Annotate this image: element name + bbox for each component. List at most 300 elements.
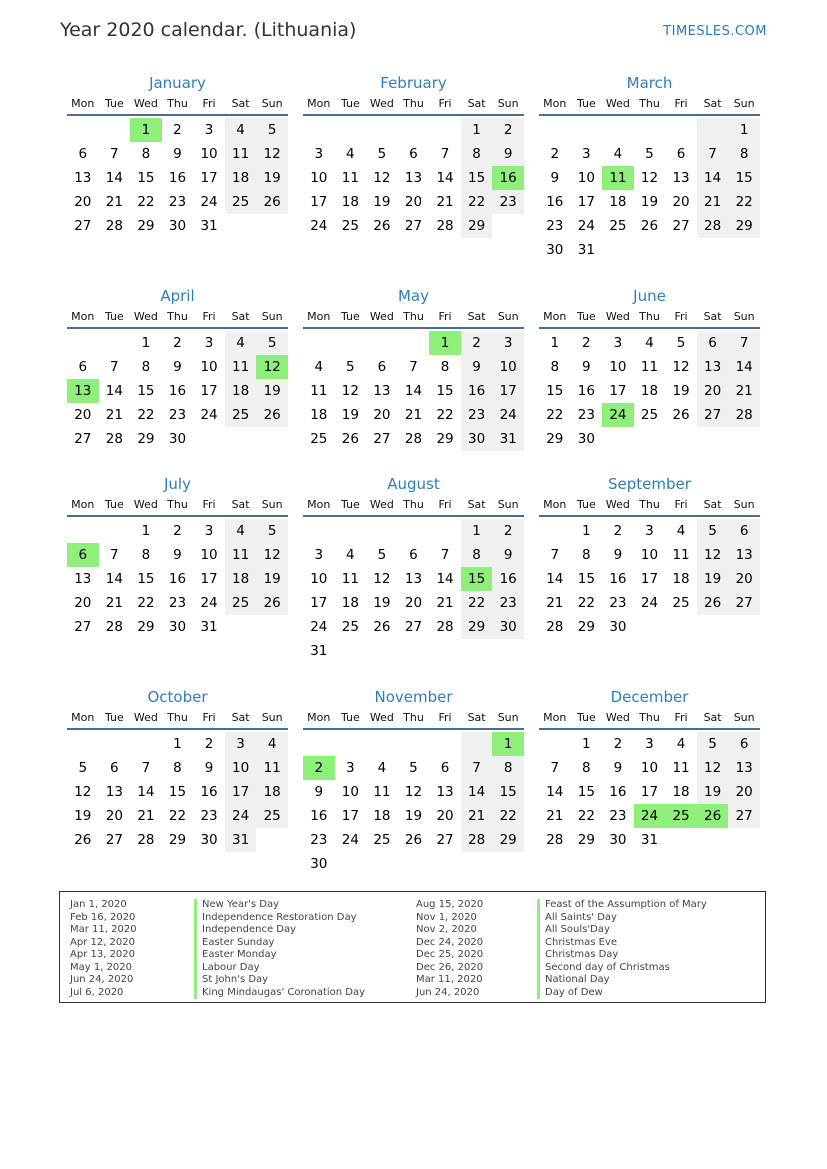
day-cell: 14	[436, 170, 454, 186]
day-cell: 9	[173, 146, 182, 162]
day-cell: 15	[728, 166, 760, 190]
day-cell: 1	[461, 118, 493, 142]
legend-date: May 1, 2020	[70, 961, 133, 973]
empty-cell	[335, 732, 367, 756]
empty-cell	[634, 118, 666, 142]
day-cell: 18	[256, 780, 288, 804]
weekday-label: Mon	[543, 498, 567, 511]
day-cell: 12	[256, 142, 288, 166]
day-cell: 14	[461, 780, 493, 804]
weekday-label: Fri	[438, 711, 452, 724]
day-cell: 4	[225, 118, 257, 142]
day-cell: 5	[409, 760, 418, 776]
day-cell: 8	[582, 547, 591, 563]
day-cell: 1	[550, 335, 560, 351]
day-cell: 5	[256, 519, 288, 543]
day-cell: 13	[697, 355, 729, 379]
day-cell: 6	[377, 359, 387, 375]
empty-cell	[67, 118, 99, 142]
day-cell: 13	[728, 543, 760, 567]
day-cell: 12	[373, 571, 391, 587]
weekday-label: Sun	[261, 498, 283, 511]
day-grid	[67, 118, 288, 238]
day-cell: 18	[640, 383, 659, 399]
day-cell: 19	[697, 567, 729, 591]
day-cell: 13	[436, 784, 454, 800]
day-cell: 22	[728, 190, 760, 214]
day-cell: 6	[409, 146, 418, 162]
weekday-label: Fri	[674, 310, 688, 323]
day-cell: 2	[613, 523, 623, 539]
weekday-label: Sun	[733, 97, 755, 110]
empty-cell	[99, 732, 131, 756]
empty-cell	[429, 118, 461, 142]
day-cell: 23	[168, 595, 187, 611]
weekday-label: Sun	[497, 310, 519, 323]
day-cell: 1	[728, 118, 760, 142]
holiday-day-cell: 6	[67, 543, 99, 567]
day-cell: 5	[377, 547, 387, 563]
day-cell: 28	[105, 431, 123, 447]
weekday-header	[303, 307, 524, 329]
day-cell: 20	[404, 194, 423, 210]
day-cell: 4	[314, 359, 324, 375]
day-cell: 15	[137, 571, 155, 587]
day-cell: 29	[461, 615, 493, 639]
day-cell: 16	[310, 808, 328, 824]
day-cell: 30	[168, 619, 187, 635]
legend-date: Mar 11, 2020	[70, 924, 137, 935]
day-cell: 30	[577, 431, 595, 447]
day-cell: 2	[173, 523, 182, 539]
day-cell: 29	[546, 431, 564, 447]
day-cell: 5	[697, 732, 729, 756]
day-cell: 10	[310, 571, 328, 587]
weekday-label: Thu	[403, 310, 424, 323]
holiday-day-cell: 24	[634, 804, 666, 828]
day-cell: 4	[377, 760, 387, 776]
month-title: April	[160, 287, 195, 305]
holiday-day-cell: 1	[429, 331, 461, 355]
day-cell: 3	[225, 732, 257, 756]
day-cell: 12	[256, 543, 288, 567]
day-cell: 11	[373, 784, 391, 800]
day-cell: 13	[404, 571, 423, 587]
day-cell: 26	[373, 619, 391, 635]
day-cell: 12	[373, 170, 391, 186]
weekday-label: Sun	[261, 711, 283, 724]
day-cell: 27	[728, 804, 760, 828]
weekday-label: Thu	[639, 97, 660, 110]
day-cell: 24	[200, 595, 218, 611]
day-cell: 4	[645, 335, 654, 351]
empty-cell	[335, 331, 367, 355]
day-cell: 21	[546, 595, 564, 611]
weekday-label: Mon	[71, 498, 95, 511]
day-cell: 31	[577, 242, 595, 258]
day-cell: 5	[78, 760, 88, 776]
day-cell: 25	[373, 832, 391, 848]
day-cell: 16	[609, 784, 627, 800]
day-cell: 21	[546, 808, 564, 824]
weekday-label: Thu	[639, 310, 660, 323]
day-cell: 23	[609, 808, 627, 824]
empty-cell	[303, 118, 335, 142]
empty-cell	[539, 519, 571, 543]
day-cell: 26	[256, 190, 288, 214]
weekday-label: Sat	[703, 711, 722, 724]
day-cell: 1	[461, 519, 493, 543]
legend-holiday-name: Independence Day	[194, 924, 365, 937]
weekday-label: Fri	[202, 498, 216, 511]
day-cell: 30	[492, 615, 524, 639]
weekday-label: Mon	[71, 97, 95, 110]
legend-holiday-name: Easter Monday	[194, 949, 365, 962]
day-cell: 28	[105, 619, 123, 635]
day-cell: 7	[461, 756, 493, 780]
legend-date: Jun 24, 2020	[416, 986, 480, 998]
weekday-label: Sun	[497, 711, 519, 724]
day-cell: 7	[728, 331, 760, 355]
day-cell: 20	[404, 595, 423, 611]
empty-cell	[571, 118, 603, 142]
day-cell: 22	[137, 194, 155, 210]
day-cell: 22	[168, 808, 187, 824]
weekday-label: Wed	[605, 498, 630, 511]
day-cell: 19	[672, 383, 690, 399]
day-cell: 10	[640, 760, 659, 776]
day-cell: 12	[404, 784, 423, 800]
weekday-label: Mon	[543, 310, 567, 323]
day-cell: 22	[137, 595, 155, 611]
day-cell: 6	[409, 547, 418, 563]
weekday-header	[67, 307, 288, 329]
month-december	[539, 686, 760, 852]
weekday-label: Wed	[369, 498, 394, 511]
day-cell: 6	[78, 359, 88, 375]
day-cell: 20	[728, 567, 760, 591]
day-cell: 28	[436, 619, 454, 635]
day-cell: 16	[168, 170, 187, 186]
day-cell: 17	[225, 780, 257, 804]
holiday-day-cell: 11	[602, 166, 634, 190]
day-cell: 13	[74, 571, 92, 587]
day-cell: 10	[310, 170, 328, 186]
day-cell: 30	[609, 832, 627, 848]
day-cell: 8	[582, 760, 591, 776]
day-cell: 31	[225, 828, 257, 852]
day-cell: 30	[200, 832, 218, 848]
legend-date: Apr 12, 2020	[70, 936, 136, 948]
day-cell: 30	[310, 856, 328, 872]
day-cell: 12	[74, 784, 92, 800]
day-cell: 6	[676, 146, 686, 162]
legend-holiday-name: Independence Restoration Day	[194, 912, 365, 925]
holiday-day-cell: 12	[256, 355, 288, 379]
empty-cell	[366, 732, 398, 756]
day-cell: 7	[409, 359, 418, 375]
weekday-label: Mon	[307, 310, 331, 323]
day-cell: 25	[310, 431, 328, 447]
weekday-label: Mon	[307, 498, 331, 511]
weekday-label: Fri	[202, 310, 216, 323]
day-cell: 3	[204, 335, 214, 351]
empty-cell	[366, 519, 398, 543]
weekday-label: Tue	[576, 97, 596, 110]
day-cell: 9	[204, 760, 214, 776]
day-cell: 12	[341, 383, 359, 399]
day-cell: 28	[461, 828, 493, 852]
day-cell: 19	[404, 808, 423, 824]
day-cell: 3	[314, 547, 324, 563]
weekday-label: Wed	[133, 498, 158, 511]
day-cell: 20	[105, 808, 123, 824]
day-cell: 26	[341, 431, 359, 447]
day-cell: 17	[310, 595, 328, 611]
month-title: May	[397, 287, 429, 305]
day-cell: 28	[728, 403, 760, 427]
day-grid	[67, 732, 288, 852]
day-cell: 27	[105, 832, 123, 848]
day-cell: 5	[256, 118, 288, 142]
day-cell: 12	[697, 543, 729, 567]
legend-date: Feb 16, 2020	[70, 911, 136, 923]
legend-left-dates	[70, 899, 137, 999]
day-cell: 18	[310, 407, 328, 423]
day-cell: 22	[461, 190, 493, 214]
legend-holiday-name: St John's Day	[194, 974, 365, 987]
empty-cell	[335, 519, 367, 543]
day-cell: 20	[672, 194, 690, 210]
day-cell: 10	[640, 547, 659, 563]
day-cell: 3	[346, 760, 355, 776]
weekday-header	[303, 94, 524, 116]
day-cell: 1	[582, 523, 591, 539]
legend-holiday-name: Feast of the Assumption of Mary	[537, 899, 707, 912]
day-cell: 11	[225, 543, 257, 567]
day-cell: 24	[200, 194, 218, 210]
day-cell: 8	[550, 359, 560, 375]
day-cell: 24	[200, 407, 218, 423]
day-cell: 22	[577, 808, 595, 824]
day-cell: 9	[314, 784, 324, 800]
legend-date: Dec 24, 2020	[416, 936, 484, 948]
weekday-label: Sun	[733, 310, 755, 323]
day-cell: 7	[110, 359, 119, 375]
legend-date: Jul 6, 2020	[70, 986, 124, 998]
day-cell: 9	[461, 355, 493, 379]
month-title: August	[387, 475, 440, 493]
day-cell: 14	[105, 170, 123, 186]
day-cell: 18	[225, 166, 257, 190]
day-cell: 14	[546, 784, 564, 800]
day-cell: 18	[225, 567, 257, 591]
day-cell: 5	[346, 359, 355, 375]
brand-logo-text[interactable]: TIMESLES.COM	[663, 24, 767, 39]
weekday-label: Thu	[639, 498, 660, 511]
holiday-day-cell: 16	[492, 166, 524, 190]
empty-cell	[398, 331, 430, 355]
empty-cell	[398, 732, 430, 756]
empty-cell	[429, 732, 461, 756]
holiday-day-cell: 25	[665, 804, 697, 828]
empty-cell	[303, 331, 335, 355]
day-cell: 26	[640, 218, 659, 234]
day-cell: 5	[676, 335, 686, 351]
weekday-label: Sat	[231, 498, 250, 511]
day-cell: 2	[582, 335, 591, 351]
day-cell: 3	[492, 331, 524, 355]
day-cell: 26	[672, 407, 690, 423]
holiday-day-cell: 15	[461, 567, 493, 591]
day-cell: 7	[141, 760, 151, 776]
day-cell: 27	[672, 218, 690, 234]
weekday-label: Sat	[231, 310, 250, 323]
day-cell: 23	[492, 591, 524, 615]
day-cell: 30	[168, 218, 187, 234]
weekday-label: Thu	[167, 97, 188, 110]
day-cell: 3	[204, 122, 214, 138]
weekday-label: Sat	[467, 310, 486, 323]
day-cell: 10	[609, 359, 627, 375]
day-cell: 26	[74, 832, 92, 848]
day-cell: 27	[697, 403, 729, 427]
day-cell: 18	[341, 595, 359, 611]
day-cell: 21	[105, 407, 123, 423]
month-title: July	[164, 475, 191, 493]
day-cell: 22	[577, 595, 595, 611]
day-cell: 31	[640, 832, 659, 848]
day-cell: 28	[404, 431, 423, 447]
day-cell: 24	[310, 619, 328, 635]
day-cell: 20	[436, 808, 454, 824]
day-cell: 15	[492, 780, 524, 804]
legend-right-dates	[416, 899, 483, 999]
day-cell: 11	[310, 383, 328, 399]
weekday-header	[303, 495, 524, 517]
day-cell: 20	[373, 407, 391, 423]
day-cell: 4	[225, 519, 257, 543]
weekday-label: Wed	[133, 97, 158, 110]
day-cell: 25	[341, 619, 359, 635]
weekday-label: Thu	[403, 97, 424, 110]
legend-date: Apr 13, 2020	[70, 949, 136, 960]
day-cell: 18	[672, 784, 690, 800]
day-cell: 27	[74, 218, 92, 234]
day-cell: 14	[404, 383, 423, 399]
weekday-label: Sun	[733, 498, 755, 511]
month-title: February	[380, 74, 447, 92]
weekday-label: Mon	[543, 711, 567, 724]
holiday-day-cell: 24	[602, 403, 634, 427]
weekday-label: Fri	[438, 97, 452, 110]
day-cell: 31	[200, 218, 218, 234]
day-cell: 15	[577, 784, 595, 800]
day-cell: 5	[645, 146, 654, 162]
weekday-label: Sun	[497, 498, 519, 511]
day-cell: 8	[492, 756, 524, 780]
day-cell: 11	[672, 760, 690, 776]
legend-date: Dec 25, 2020	[416, 949, 484, 960]
legend-date: Nov 2, 2020	[416, 924, 477, 935]
day-cell: 16	[461, 379, 493, 403]
weekday-label: Wed	[605, 310, 630, 323]
day-cell: 13	[105, 784, 123, 800]
day-cell: 29	[137, 431, 155, 447]
day-cell: 17	[577, 194, 595, 210]
day-cell: 22	[436, 407, 454, 423]
day-cell: 28	[546, 619, 564, 635]
weekday-label: Thu	[403, 498, 424, 511]
day-cell: 17	[492, 379, 524, 403]
day-cell: 7	[110, 547, 119, 563]
day-cell: 25	[225, 190, 257, 214]
day-cell: 9	[492, 543, 524, 567]
day-cell: 14	[105, 571, 123, 587]
legend-holiday-name: New Year's Day	[194, 899, 365, 912]
legend-holiday-name: Christmas Day	[537, 949, 707, 962]
day-cell: 26	[373, 218, 391, 234]
day-cell: 4	[346, 547, 355, 563]
day-cell: 8	[141, 359, 151, 375]
weekday-label: Wed	[133, 310, 158, 323]
day-cell: 25	[672, 595, 690, 611]
day-cell: 4	[256, 732, 288, 756]
day-cell: 11	[256, 756, 288, 780]
weekday-label: Wed	[605, 711, 630, 724]
weekday-label: Mon	[307, 711, 331, 724]
legend-date: Mar 11, 2020	[416, 974, 483, 985]
legend-date: Jan 1, 2020	[70, 899, 127, 910]
day-cell: 2	[461, 331, 493, 355]
day-cell: 3	[314, 146, 324, 162]
day-cell: 17	[200, 383, 218, 399]
day-cell: 7	[440, 547, 450, 563]
legend-right-names	[537, 899, 707, 999]
day-cell: 21	[105, 194, 123, 210]
day-cell: 9	[492, 142, 524, 166]
day-cell: 9	[613, 760, 623, 776]
day-cell: 14	[436, 571, 454, 587]
day-cell: 5	[377, 146, 387, 162]
day-cell: 17	[200, 571, 218, 587]
legend-left-names	[194, 899, 365, 999]
weekday-label: Thu	[167, 498, 188, 511]
day-cell: 13	[728, 756, 760, 780]
legend-holiday-name: All Saints' Day	[537, 912, 707, 925]
weekday-header	[303, 708, 524, 730]
day-cell: 7	[697, 142, 729, 166]
day-cell: 30	[546, 242, 564, 258]
day-cell: 24	[492, 403, 524, 427]
day-cell: 2	[204, 736, 214, 752]
day-cell: 5	[256, 331, 288, 355]
weekday-header	[539, 307, 760, 329]
day-cell: 29	[137, 619, 155, 635]
day-cell: 10	[200, 359, 218, 375]
day-cell: 10	[577, 170, 595, 186]
holiday-day-cell: 1	[492, 732, 524, 756]
day-cell: 3	[645, 736, 654, 752]
day-cell: 23	[461, 403, 493, 427]
day-cell: 23	[609, 595, 627, 611]
day-cell: 13	[404, 170, 423, 186]
day-cell: 27	[436, 832, 454, 848]
weekday-label: Tue	[576, 310, 596, 323]
day-cell: 27	[728, 591, 760, 615]
legend-holiday-name: Labour Day	[194, 962, 365, 975]
month-january	[67, 72, 288, 238]
